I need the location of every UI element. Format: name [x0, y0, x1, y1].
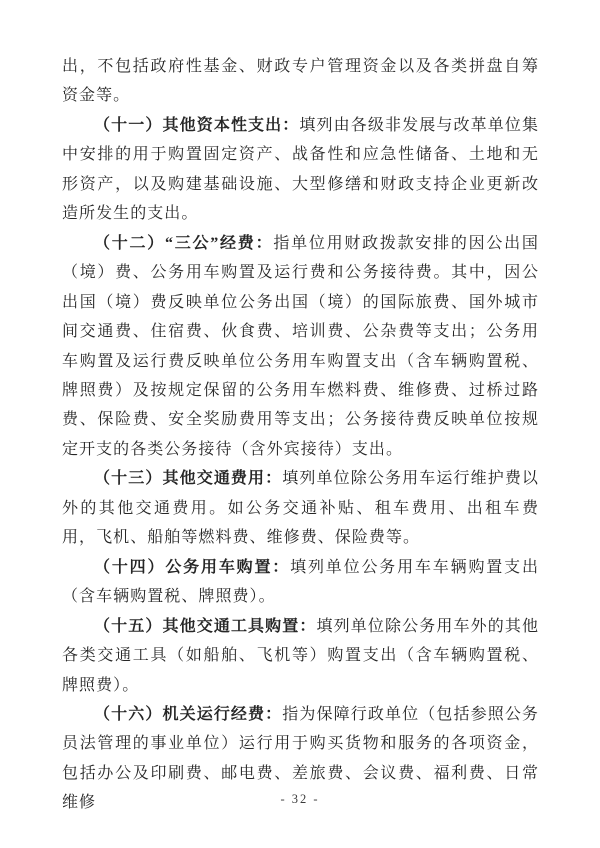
paragraph-heading: （十四）公务用车购置：	[94, 558, 291, 576]
page-footer	[0, 792, 600, 807]
paragraph-text: 指为保障行政单位（包括参照公务员法管理的事业单位）运行用于购买货物和服务的各项资金，包括办公及印刷费、邮电费、差旅费、会议费、福利费、日常维修	[62, 705, 539, 812]
paragraph-item-13	[62, 464, 539, 552]
page-body	[62, 52, 539, 818]
paragraph-heading: （十三）其他交通费用：	[94, 470, 283, 488]
paragraph-heading: （十二）“三公”经费：	[94, 234, 274, 252]
paragraph-continuation	[62, 52, 539, 111]
paragraph-heading: （十五）其他交通工具购置：	[94, 617, 317, 635]
paragraph-text: 填列单位除公务用车外的其他各类交通工具（如船舶、飞机等）购置支出（含车辆购置税、牌照费）。	[62, 617, 539, 694]
paragraph-item-11	[62, 111, 539, 229]
paragraph-text: 填列单位除公务用车运行维护费以外的其他交通费用。如公务交通补贴、租车费用、出租车费用，飞机、船舶等燃料费、维修费、保险费等。	[62, 470, 539, 547]
paragraph-text: 填列由各级非发展与改革单位集中安排的用于购置固定资产、战备性和应急性储备、土地和无形资产，以及购建基础设施、大型修缮和财政支持企业更新改造所发生的支出。	[62, 116, 539, 223]
paragraph-heading: （十一）其他资本性支出：	[94, 116, 300, 134]
paragraph-text: 出，不包括政府性基金、财政专户管理资金以及各类拼盘自筹资金等。	[62, 58, 539, 105]
paragraph-item-15	[62, 612, 539, 700]
page-number: - 32 -	[280, 792, 320, 806]
paragraph-text: 指单位用财政拨款安排的因公出国（境）费、公务用车购置及运行费和公务接待费。其中，因公出国（境）费反映单位公务出国（境）的国际旅费、国外城市间交通费、住宿费、伙食费、培训费、公杂费等支出；公务用车购置及运行费反映单位公务用车购置支出（含车辆购置税、牌照费）及按规定保留的公务用车燃料费、维修费、过桥过路费、保险费、安全奖励费用等支出；公务接待费反映单位按规定开支的各类公务接待（含外宾接待）支出。	[62, 234, 539, 458]
paragraph-item-14	[62, 553, 539, 612]
paragraph-heading: （十六）机关运行经费：	[94, 705, 283, 723]
paragraph-item-12	[62, 229, 539, 465]
paragraph-text: 填列单位公务用车车辆购置支出（含车辆购置税、牌照费）。	[62, 558, 539, 606]
